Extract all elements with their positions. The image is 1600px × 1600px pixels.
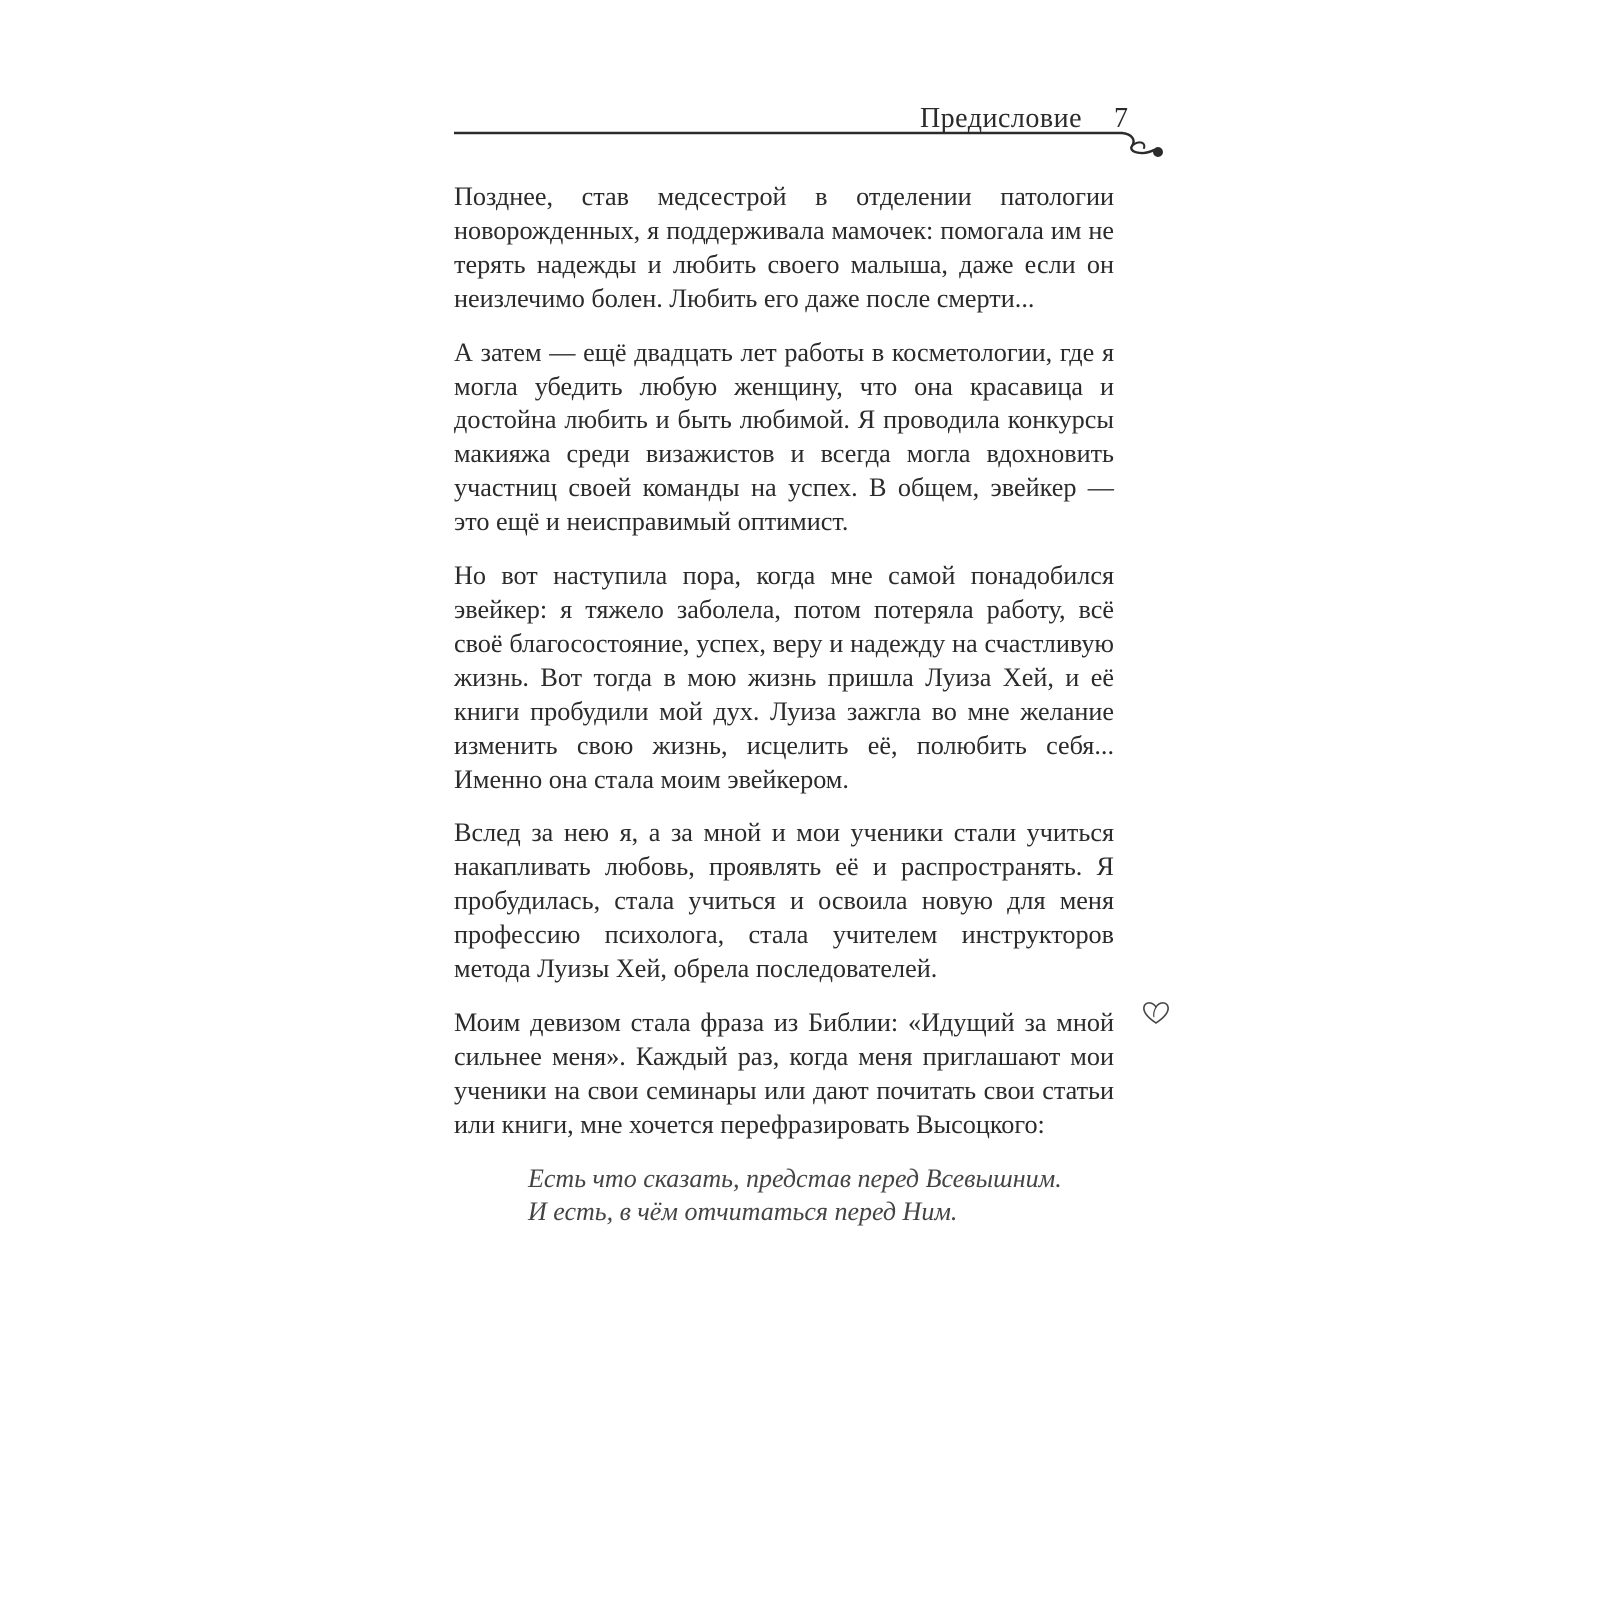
- verse-quote: [528, 1162, 1114, 1228]
- paragraph-1: Позднее, став медсестрой в отделении патологии новорожденных, я поддерживала мамочек: помогала им не терять надежды и любить своего малыша, даже если он неизлечимо болен. Любить его даже после смерти...: [454, 182, 1114, 313]
- page-number: 7: [1114, 103, 1128, 134]
- verse-line-1: Есть что сказать, представ перед Всевышним.: [528, 1163, 1062, 1193]
- running-header: [454, 100, 1166, 180]
- swash-ornament-icon: [454, 130, 1166, 170]
- header-title: Предисловие: [919, 103, 1082, 134]
- paragraph-4: Вслед за нею я, а за мной и мои ученики стали учиться накапливать любовь, проявлять её и распространять. Я пробудилась, стала учиться и освоила новую для меня профессию психолога, стала учителем инструкторов метода Луизы Хей, обрела последователей.: [454, 818, 1114, 984]
- paragraph-3: Но вот наступила пора, когда мне самой понадобился эвейкер: я тяжело заболела, потом потеряла работу, всё своё благосостояние, успех, веру и надежду на счастливую жизнь. Вот тогда в мою жизнь пришла Луиза Хей, и её книги пробудили мой дух. Луиза зажгла во мне желание изменить свою жизнь, исцелить её, полюбить себя... Именно она стала моим эвейкером.: [454, 561, 1114, 794]
- paragraph-5: Моим девизом стала фраза из Библии: «Идущий за мной сильнее меня». Каждый раз, когда меня приглашают мои ученики на свои семинары или дают почитать свои статьи или книги, мне хочется перефразировать Высоцкого:: [454, 1007, 1114, 1139]
- paragraph-2: А затем — ещё двадцать лет работы в косметологии, где я могла убедить любую женщину, что она красавица и достойна любить и быть любимой. Я проводила конкурсы макияжа среди визажистов и всегда могла вдохновить участниц своей команды на успех. В общем, эвейкер — это ещё и неисправимый оптимист.: [454, 337, 1114, 537]
- heart-icon: [1141, 998, 1171, 1026]
- verse-line-2: И есть, в чём отчитаться перед Ним.: [528, 1196, 958, 1226]
- main-text: [454, 180, 1114, 1228]
